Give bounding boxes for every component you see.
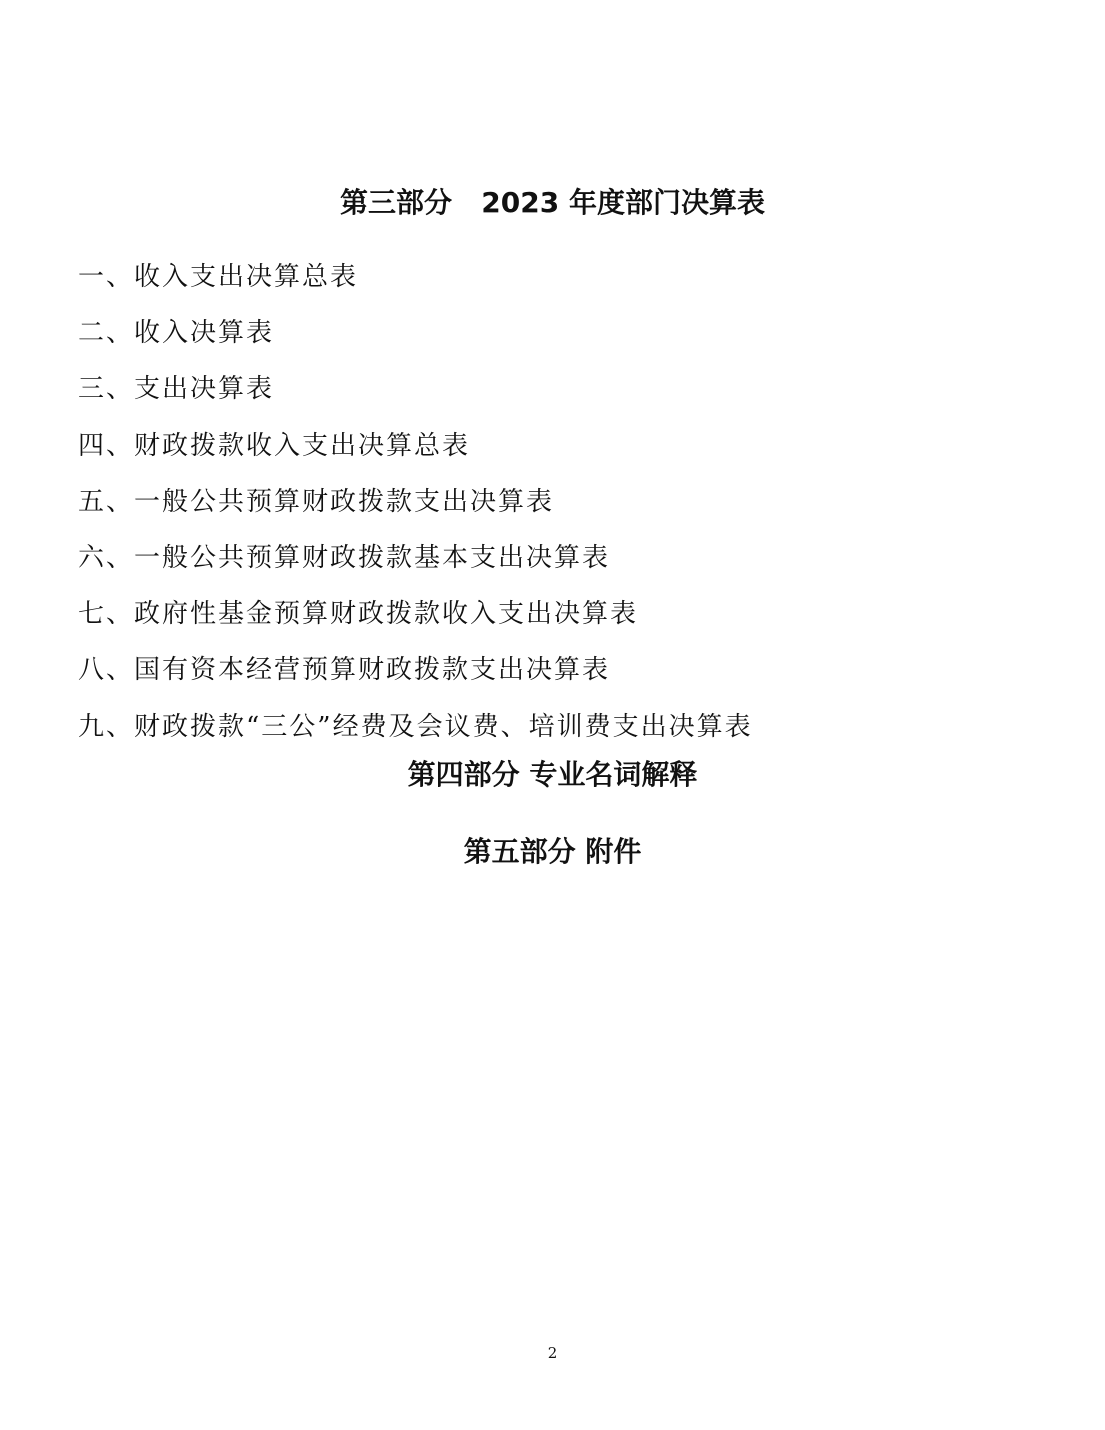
page-number: 2 <box>547 1344 558 1362</box>
toc-item-1: 一、收入支出决算总表 <box>78 262 359 292</box>
toc-item-9: 九、财政拨款“三公”经费及会议费、培训费支出决算表 <box>78 711 753 742</box>
section-heading-part-four: 第四部分 专业名词解释 <box>407 758 698 791</box>
section-heading-part-three: 第三部分 2023 年度部门决算表 <box>340 186 765 219</box>
toc-item-8: 八、国有资本经营预算财政拨款支出决算表 <box>78 655 611 686</box>
toc-item-6: 六、一般公共预算财政拨款基本支出决算表 <box>78 542 611 573</box>
toc-item-7: 七、政府性基金预算财政拨款收入支出决算表 <box>78 599 639 630</box>
toc-item-2: 二、收入决算表 <box>78 318 275 349</box>
toc-item-5: 五、一般公共预算财政拨款支出决算表 <box>78 486 555 517</box>
toc-item-3: 三、支出决算表 <box>78 374 275 405</box>
section-heading-part-five: 第五部分 附件 <box>463 835 642 868</box>
table-list <box>78 249 753 755</box>
toc-item-4: 四、财政拨款收入支出决算总表 <box>78 430 471 461</box>
